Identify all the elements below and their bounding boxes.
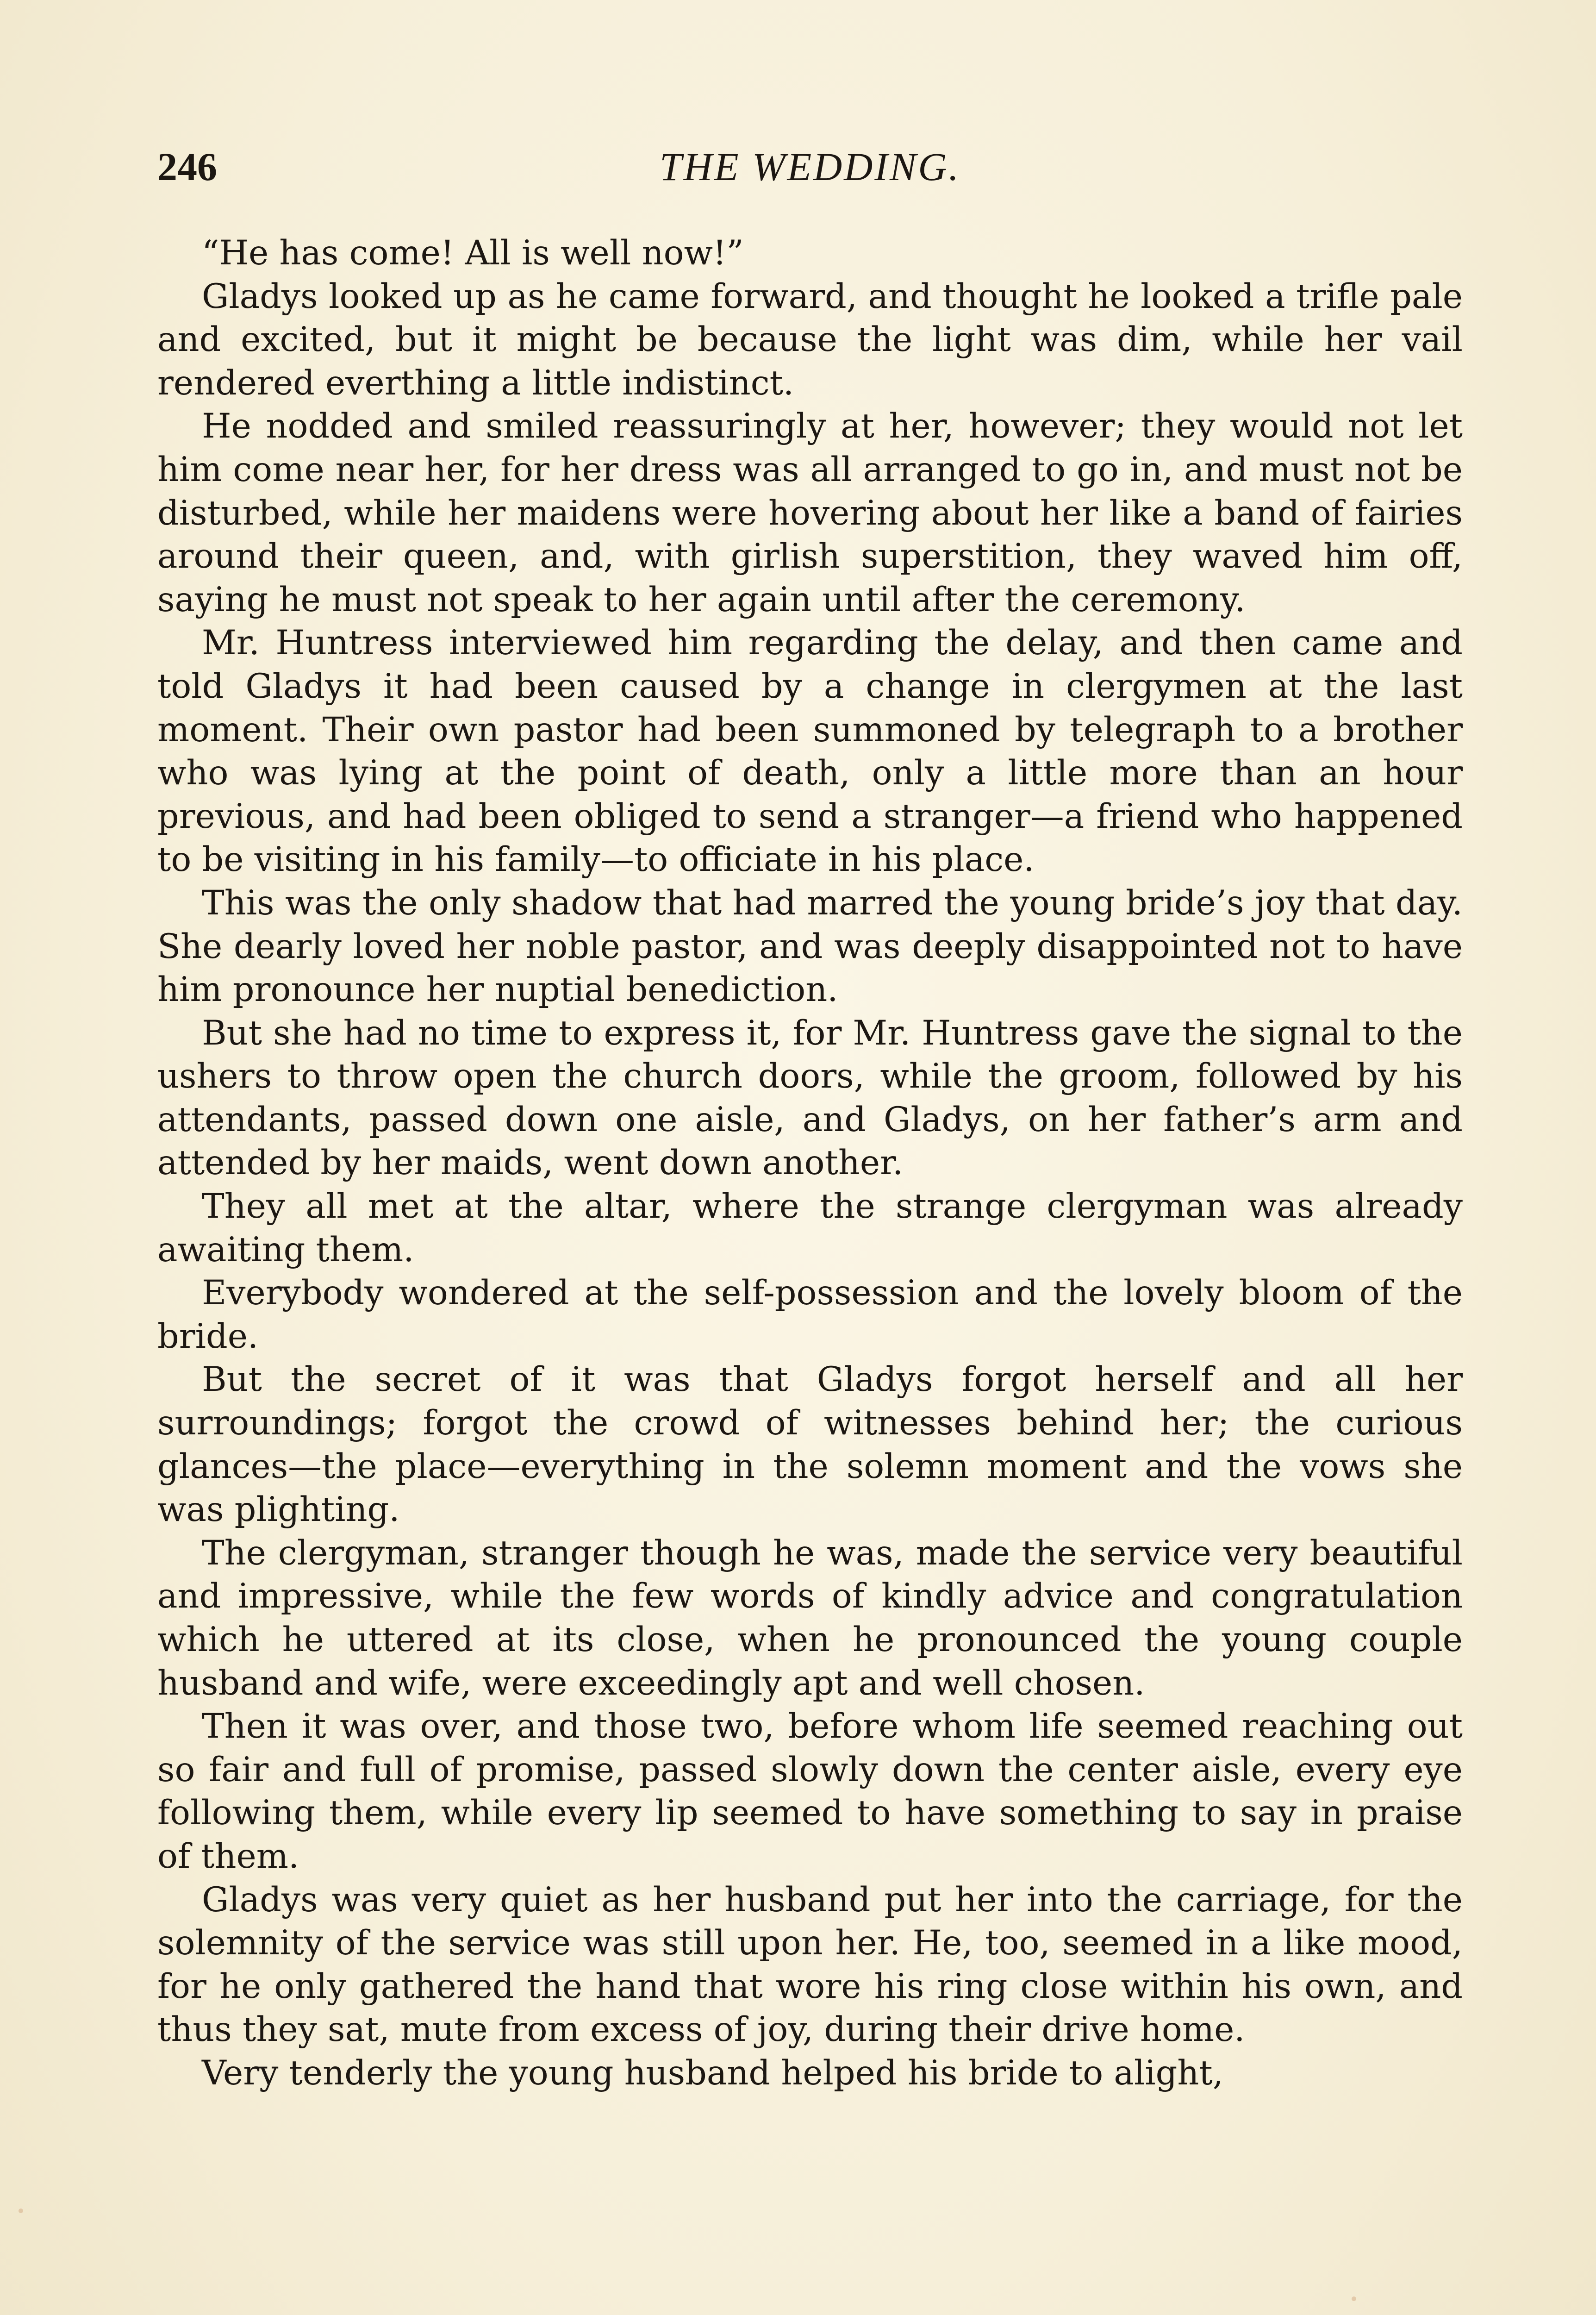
paragraph: Very tenderly the young husband helped his bride to alight, — [202, 2053, 1223, 2093]
page-header — [157, 139, 1463, 194]
paragraph: “He has come! All is well now!” — [202, 233, 744, 273]
running-title: THE WEDDING. — [660, 144, 960, 189]
paragraph: But she had no time to express it, for Mr. Huntress gave the signal to the ushers to throw open the church doors, while the groom, followed by his attendants, passed down one aisle, and Gladys, on her father’s arm and attended by her maids, went down another. — [157, 1013, 1463, 1183]
paragraph: Gladys was very quiet as her husband put her into the carriage, for the solemnity of the service was still upon her. He, too, seemed in a like mood, for he only gathered the hand that wore his ring close within his own, and thus they sat, mute from excess of joy, during their drive home. — [157, 1880, 1463, 2050]
chapter-text — [157, 232, 1463, 2095]
paper-speck — [19, 2209, 23, 2213]
paper-speck — [1352, 2296, 1356, 2301]
paragraph: This was the only shadow that had marred the young bride’s joy that day. She dearly loved her noble pastor, and was deeply disappointed not to have him pronounce her nuptial benediction. — [157, 883, 1463, 1010]
paragraph: Mr. Huntress interviewed him regarding the delay, and then came and told Gladys it had been caused by a change in clergymen at the last moment. Their own pastor had been summoned by telegraph to a brother who was lying at the point of death, only a little more than an hour previous, and had been obliged to send a stranger—a friend who happened to be visiting in his family—to officiate in his place. — [157, 623, 1463, 880]
paragraph: Everybody wondered at the self-possession and the lovely bloom of the bride. — [157, 1273, 1463, 1356]
page-number: 246 — [157, 144, 217, 189]
paragraph: He nodded and smiled reassuringly at her, however; they would not let him come near her, for her dress was all arranged to go in, and must not be disturbed, while her maidens were hovering about her like a band of fairies around their queen, and, with girlish superstition, they waved him off, saying he must not speak to her again until after the ceremony. — [157, 407, 1463, 619]
paragraph: Gladys looked up as he came forward, and thought he looked a trifle pale and excited, but it might be because the light was dim, while her vail rendered everthing a little indistinct. — [157, 276, 1463, 403]
paragraph: Then it was over, and those two, before whom life seemed reaching out so fair and full of promise, passed slowly down the center aisle, every eye following them, while every lip seemed to have something to say in praise of them. — [157, 1707, 1463, 1876]
paragraph: The clergyman, stranger though he was, made the service very beautiful and impressive, while the few words of kindly advice and congratulation which he uttered at its close, when he pronounced the young couple husband and wife, were exceedingly apt and well chosen. — [157, 1533, 1463, 1703]
paragraph: But the secret of it was that Gladys forgot herself and all her surroundings; forgot the crowd of witnesses behind her; the curious glances—the place—everything in the solemn moment and the vows she was plighting. — [157, 1360, 1463, 1530]
paragraph: They all met at the altar, where the strange clergyman was already awaiting them. — [157, 1187, 1463, 1270]
